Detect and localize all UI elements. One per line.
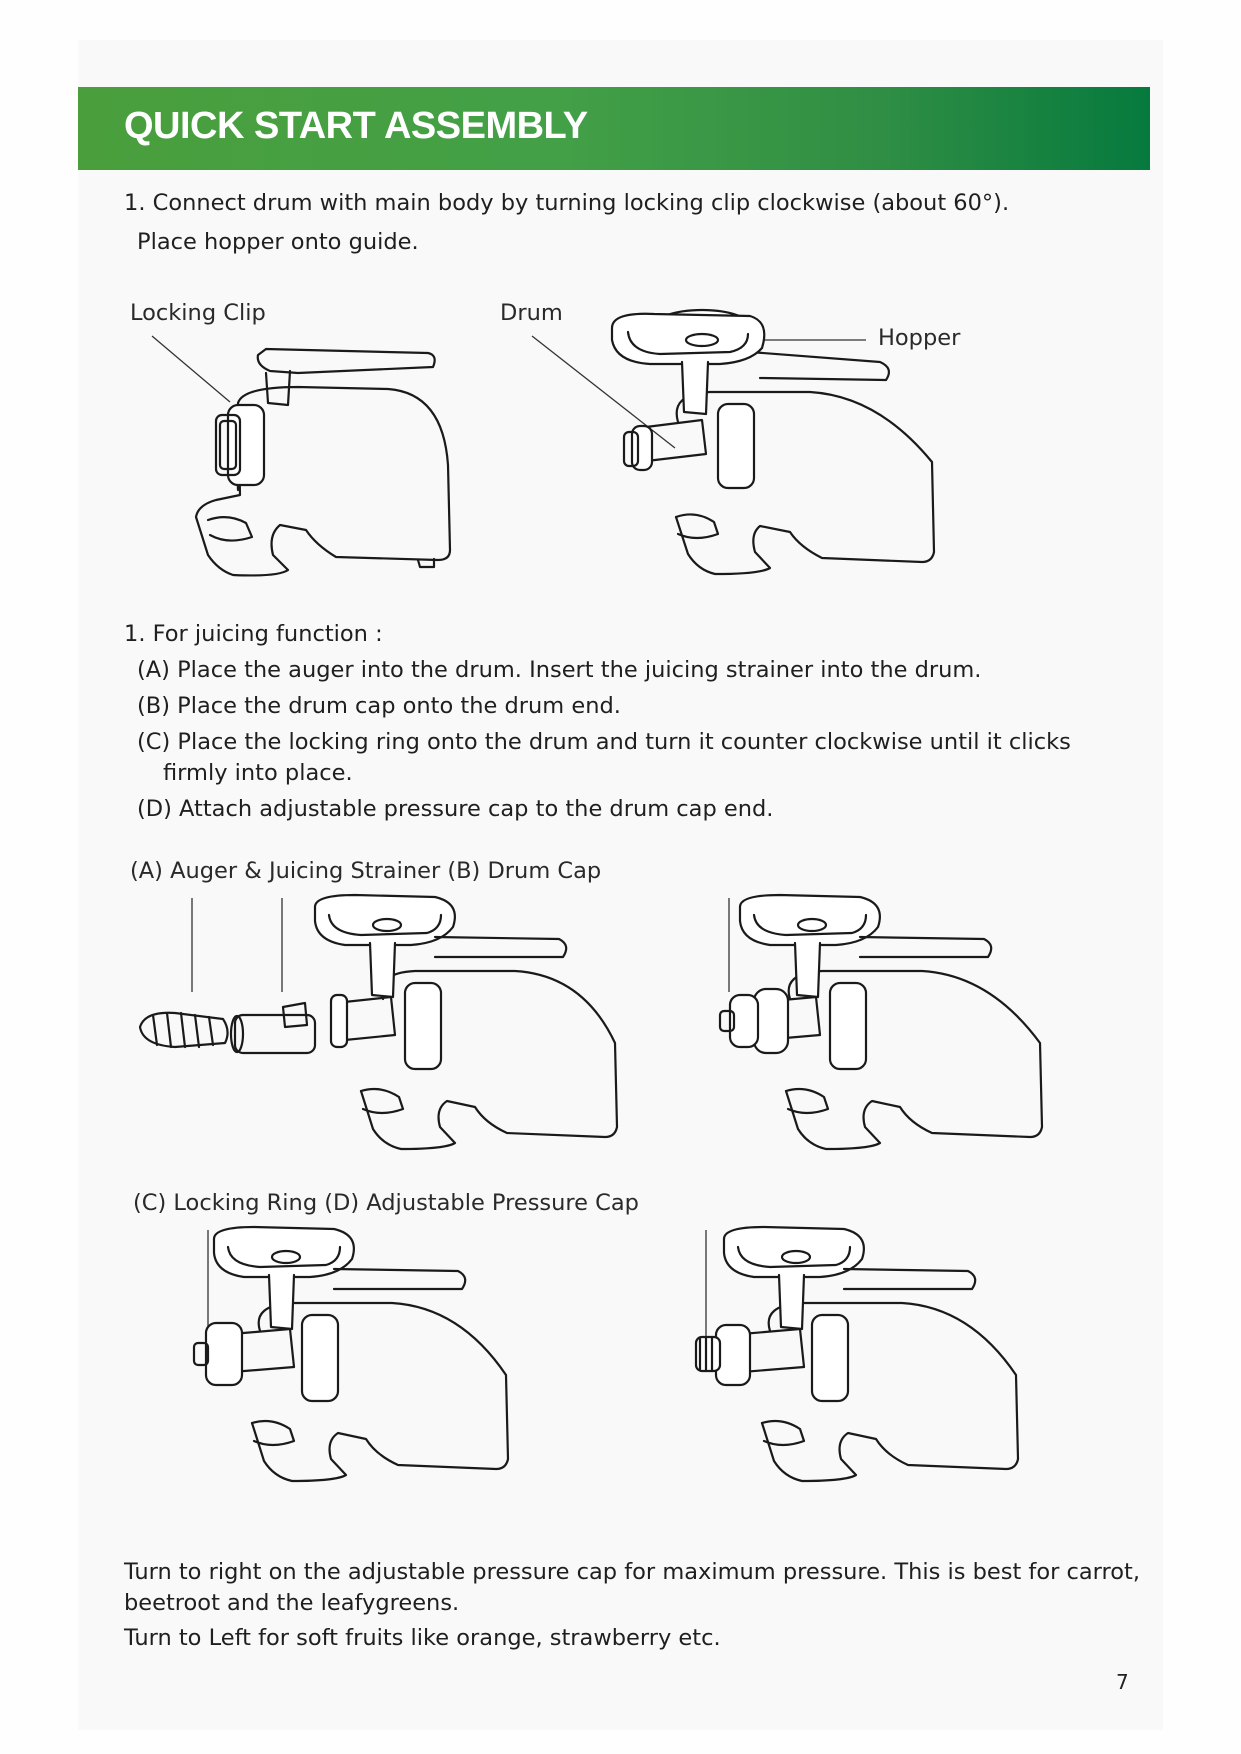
juicer-pressure-cap-illustration	[690, 1227, 1030, 1482]
page-number: 7	[1116, 1670, 1129, 1694]
label-locking-clip: Locking Clip	[130, 300, 266, 326]
note-line-2: beetroot and the leafygreens.	[124, 1590, 460, 1616]
step2-intro: 1. For juicing function :	[124, 621, 383, 647]
juicer-body-locking-clip-illustration	[188, 345, 468, 585]
juicer-drum-hopper-illustration	[610, 312, 950, 582]
label-drum: Drum	[500, 300, 563, 326]
step2-item-d: (D) Attach adjustable pressure cap to the drum cap end.	[137, 796, 774, 822]
note-line-3: Turn to Left for soft fruits like orange, strawberry etc.	[124, 1625, 721, 1651]
label-hopper: Hopper	[878, 325, 961, 351]
step2-item-b: (B) Place the drum cap onto the drum end.	[137, 693, 621, 719]
step1-instruction-line2: Place hopper onto guide.	[137, 229, 419, 255]
juicer-locking-ring-illustration	[190, 1227, 520, 1482]
step2-item-c: (C) Place the locking ring onto the drum and turn it counter clockwise until it clicks	[137, 729, 1071, 755]
page-title: QUICK START ASSEMBLY	[124, 105, 588, 147]
note-line-1: Turn to right on the adjustable pressure cap for maximum pressure. This is best for carrot,	[124, 1559, 1141, 1585]
juicer-drum-cap-illustration	[710, 895, 1060, 1150]
figure-caption-auger-drum-cap: (A) Auger & Juicing Strainer (B) Drum Cap	[130, 858, 602, 884]
step2-item-c-continued: firmly into place.	[163, 760, 353, 786]
juicer-auger-strainer-illustration	[135, 895, 625, 1150]
step1-instruction-line1: 1. Connect drum with main body by turning locking clip clockwise (about 60°).	[124, 190, 1010, 216]
step2-item-a: (A) Place the auger into the drum. Insert the juicing strainer into the drum.	[137, 657, 982, 683]
figure-caption-locking-ring-pressure-cap: (C) Locking Ring (D) Adjustable Pressure Cap	[133, 1190, 639, 1216]
